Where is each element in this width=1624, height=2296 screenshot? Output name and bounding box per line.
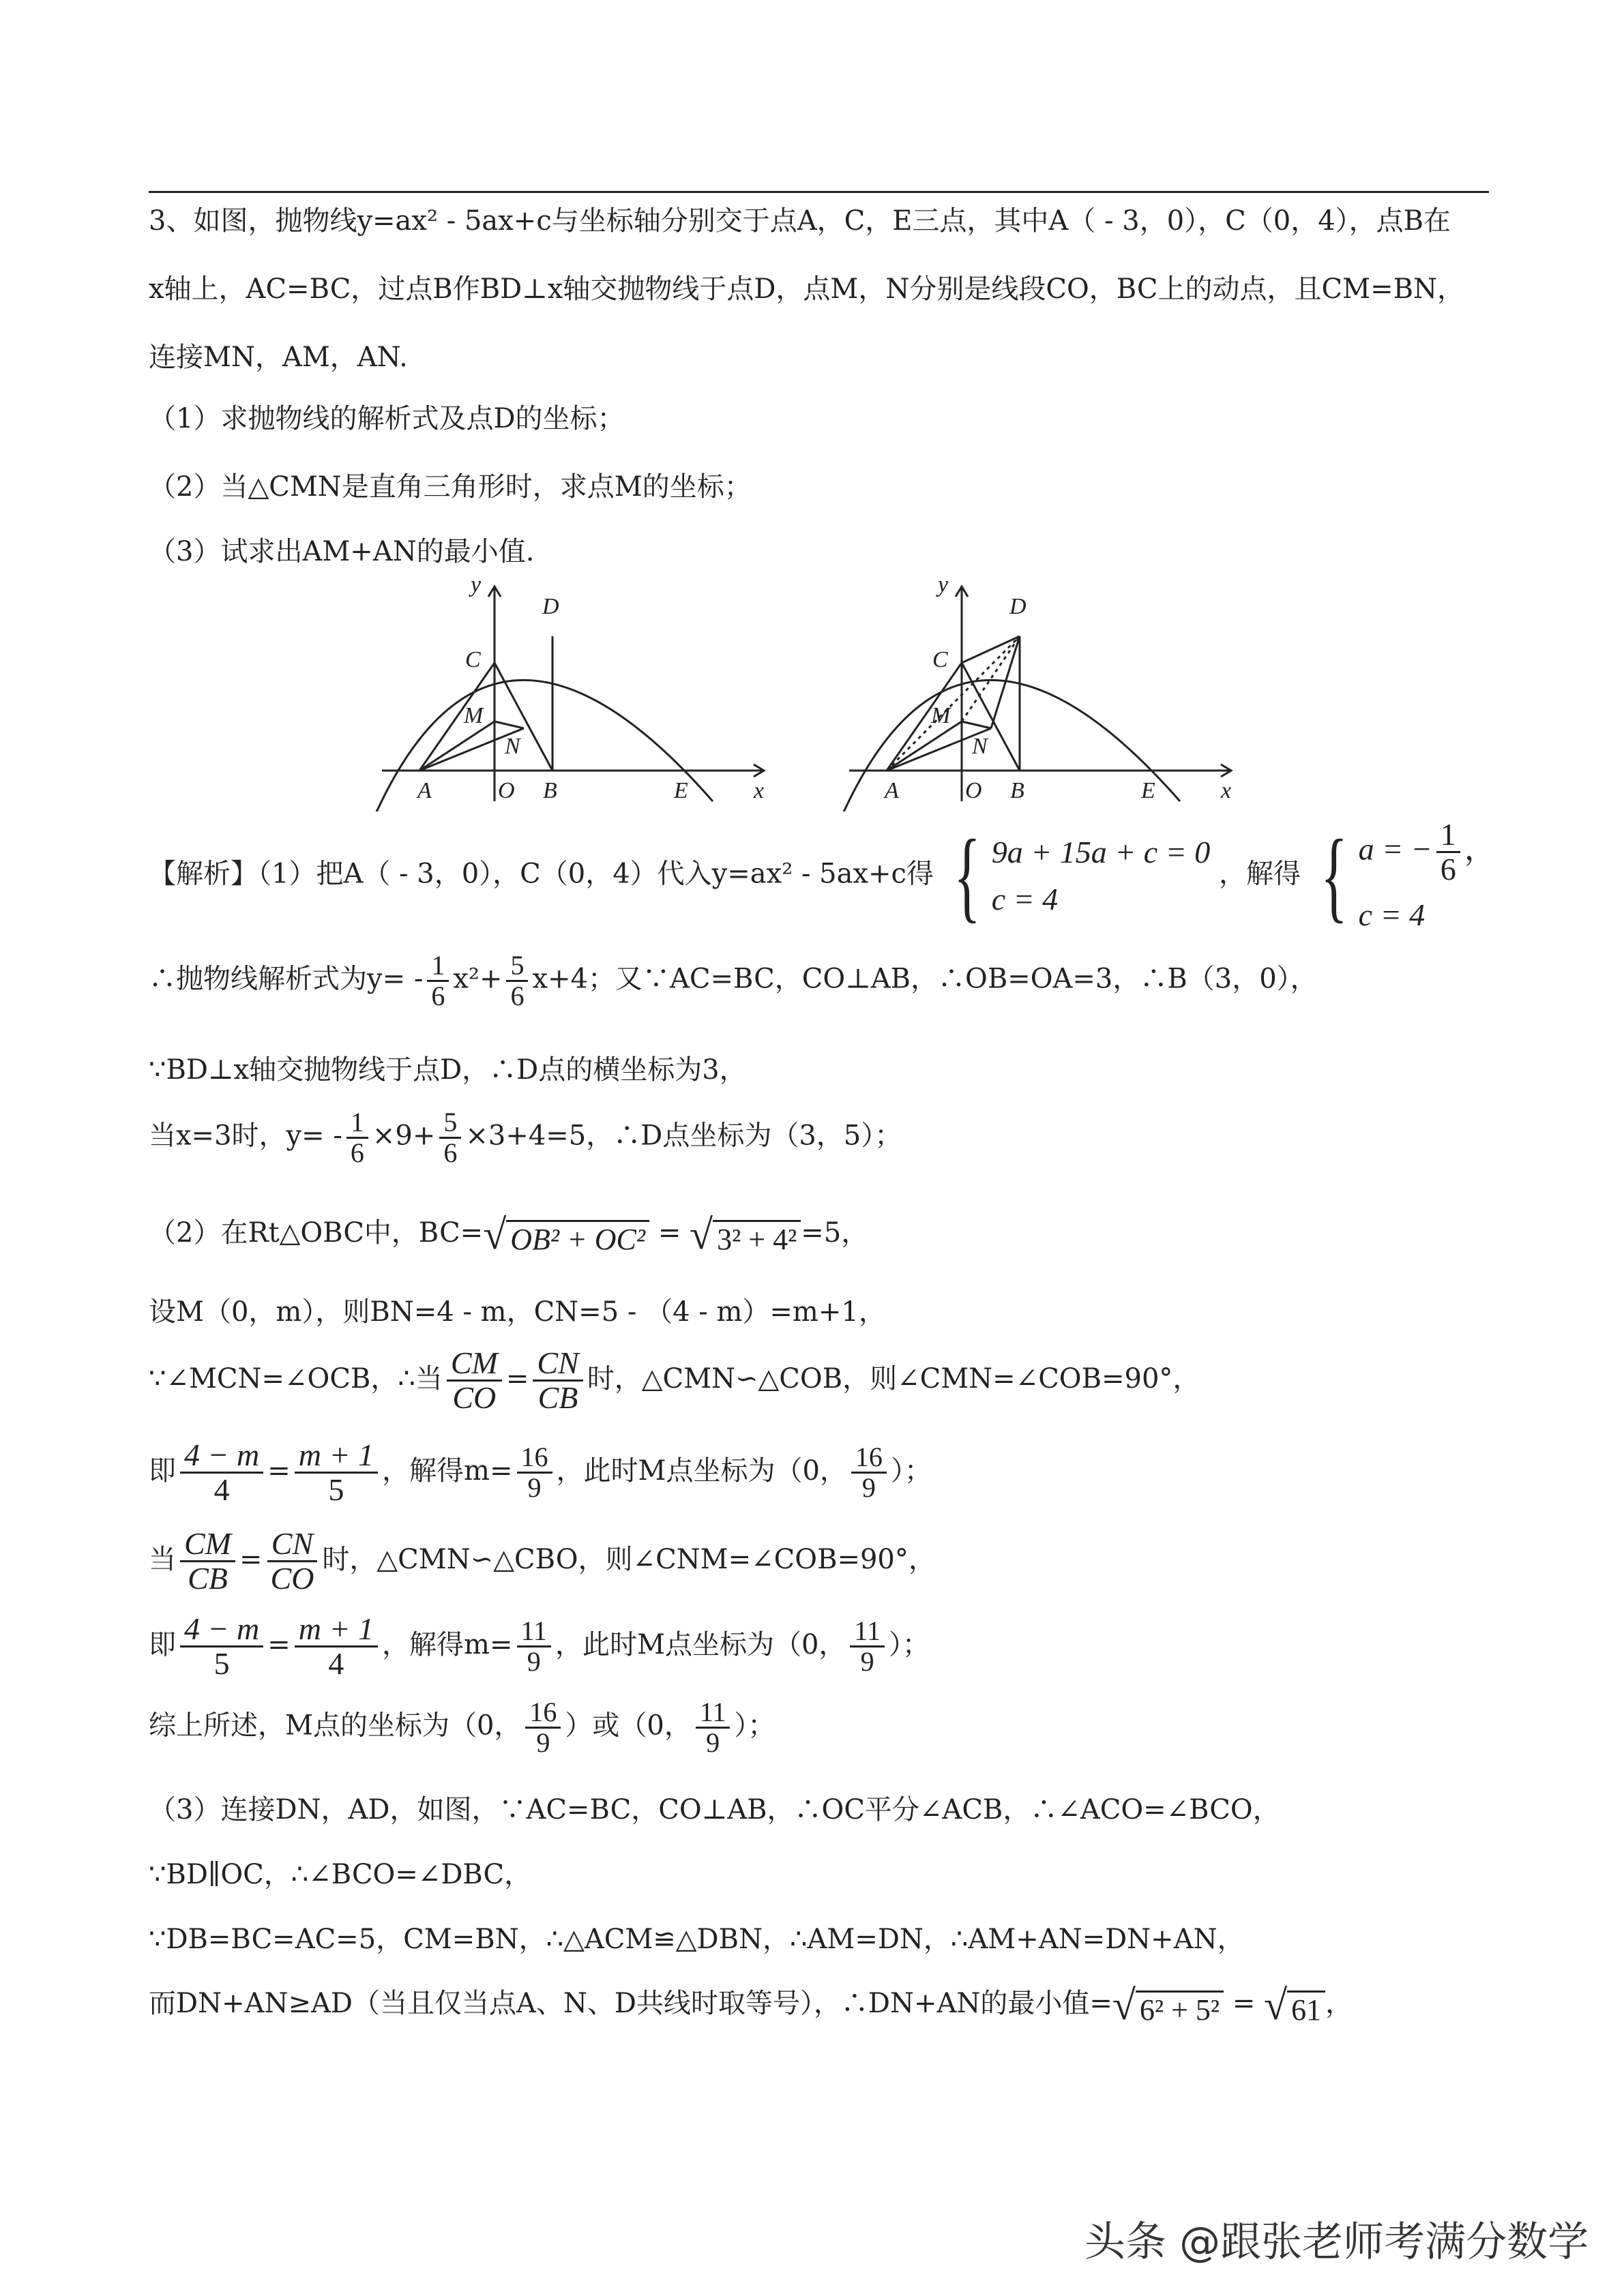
equals: = (505, 1362, 529, 1395)
text: ，此时M点坐标为（0， (556, 1455, 847, 1487)
fraction (696, 1698, 730, 1757)
fraction (427, 951, 449, 1011)
top-rule (149, 191, 1489, 193)
equals: = (267, 1628, 291, 1660)
system-2-row-1-tail: ， (1464, 831, 1496, 867)
fraction-num: 5 (506, 951, 528, 982)
equals: = (239, 1543, 263, 1575)
fraction-num: 1 (1436, 818, 1460, 853)
label-y: y (938, 580, 949, 597)
text: ，此时M点坐标为（0， (555, 1628, 846, 1660)
question-1: （1）求抛物线的解析式及点D的坐标； (149, 403, 625, 434)
fraction-den: 5 (328, 1472, 344, 1508)
fraction (180, 1613, 263, 1681)
solution-line-9 (149, 1527, 936, 1596)
equals: = (658, 1217, 681, 1249)
fraction-num: 4 − m (180, 1613, 263, 1648)
label-c: C (465, 647, 481, 672)
segment-am (887, 721, 962, 771)
fraction-den: 6 (350, 1137, 364, 1168)
text: 即 (149, 1455, 176, 1487)
fraction-num: m + 1 (295, 1613, 378, 1648)
text: ）或（0， (565, 1710, 692, 1742)
system-1-row-2: c = 4 (991, 882, 1059, 917)
figure-left (368, 580, 778, 811)
fraction (447, 1347, 502, 1415)
fraction-den: 6 (431, 981, 445, 1011)
sqrt-body: 61 (1287, 1991, 1325, 2027)
label-d: D (542, 594, 559, 619)
watermark: 头条 @跟张老师考满分数学 (1084, 2218, 1589, 2266)
sqrt: √ OB² + OC² (483, 1214, 649, 1256)
sqrt: √ 61 (1264, 1984, 1325, 2027)
fraction-den: CB (537, 1380, 578, 1416)
text: ∴抛物线解析式为y= - (149, 963, 424, 995)
fraction (346, 1108, 368, 1167)
fraction-den: 9 (706, 1727, 720, 1758)
text: 当x=3时，y= - (149, 1120, 342, 1152)
text: ）； (734, 1710, 776, 1742)
text: ×3+4=5，∴D点坐标为（3，5）； (465, 1120, 902, 1152)
fraction-den: 6 (443, 1137, 458, 1168)
fraction (533, 1347, 582, 1415)
fraction-num: 16 (517, 1443, 552, 1474)
text: =5， (801, 1217, 869, 1249)
segment-mn (962, 721, 991, 728)
segment-mn (494, 721, 524, 728)
sqrt-body: 3² + 4² (713, 1220, 801, 1256)
fraction-num: CN (533, 1347, 582, 1382)
fraction-den: 4 (328, 1646, 344, 1682)
figure-right (836, 580, 1245, 811)
fraction-num: 1 (427, 951, 449, 982)
label-b: B (543, 778, 557, 803)
fraction-den: 6 (510, 981, 525, 1011)
label-y: y (471, 580, 482, 597)
solution-line-11 (149, 1698, 775, 1757)
text: ）； (890, 1455, 932, 1487)
fraction-den: 6 (1440, 852, 1456, 887)
label-n: N (505, 734, 520, 759)
fraction (517, 1443, 552, 1502)
label-a: A (885, 778, 899, 803)
brace-2: { (1320, 819, 1348, 933)
label-e: E (1141, 778, 1155, 803)
text: ，解得m= (382, 1628, 513, 1660)
fraction-den: CO (452, 1380, 497, 1416)
fraction-den: 5 (213, 1646, 230, 1682)
segment-am (419, 721, 494, 771)
solution-line-15 (149, 1984, 1353, 2027)
text: ， (1325, 1988, 1353, 2019)
text: ∵∠MCN=∠OCB，∴当 (149, 1362, 443, 1395)
fraction (1436, 818, 1460, 886)
text: 时，△CMN∽△CBO，则∠CNM=∠COB=90°， (322, 1543, 936, 1575)
label-c: C (932, 647, 948, 672)
solution-line-4 (149, 1108, 902, 1167)
text: ×9+ (372, 1120, 436, 1152)
label-e: E (674, 778, 688, 803)
text: 综上所述，M点的坐标为（0， (149, 1710, 522, 1742)
solution-line-7 (149, 1347, 1200, 1415)
fraction-den: CO (270, 1561, 314, 1596)
text: 而DN+AN≥AD（当且仅当点A、N、D共线时取等号），∴DN+AN的最小值= (149, 1988, 1112, 2019)
solution-1-mid: ，解得 (1218, 858, 1301, 890)
label-m: M (464, 703, 484, 728)
solution-line-2 (149, 951, 1318, 1011)
system-2-row-2: c = 4 (1358, 897, 1426, 932)
fraction-den: 9 (536, 1727, 550, 1758)
fraction-den: 9 (861, 1472, 876, 1504)
fraction-den: 9 (527, 1646, 541, 1678)
solution-line-12: （3）连接DN，AD，如图，∵AC=BC，CO⊥AB，∴OC平分∠ACB，∴∠ACO=∠BCO， (149, 1794, 1280, 1825)
fraction (295, 1439, 378, 1507)
label-d: D (1009, 594, 1027, 619)
system-1-row-1: 9a + 15a + c = 0 (991, 835, 1211, 870)
fraction-num: 11 (850, 1617, 885, 1648)
fraction-num: CM (180, 1527, 235, 1562)
fraction-num: m + 1 (295, 1439, 378, 1474)
fraction-num: 11 (517, 1617, 552, 1648)
system-2-row-1-lhs: a = − (1358, 831, 1432, 867)
brace-1: { (953, 819, 981, 933)
solution-line-13: ∵BD∥OC，∴∠BCO=∠DBC， (149, 1859, 532, 1890)
solution-line-14: ∵DB=BC=AC=5，CM=BN，∴△ACM≌△DBN，∴AM=DN，∴AM+AN=DN+AN， (149, 1924, 1245, 1955)
fraction-num: CM (447, 1347, 502, 1382)
problem-line-3: 连接MN，AM，AN. (149, 342, 408, 373)
text: ，解得m= (382, 1455, 513, 1487)
equals: = (1232, 1988, 1256, 2019)
sqrt: √ 6² + 5² (1112, 1984, 1224, 2027)
problem-line-2: x轴上，AC=BC，过点B作BD⊥x轴交抛物线于点D，点M，N分别是线段CO，BC上的动点，且CM=BN， (149, 273, 1464, 305)
text: （2）在Rt△OBC中，BC= (149, 1217, 484, 1249)
fraction (850, 1617, 885, 1676)
solution-1-prefix: 【解析】（1）把A（ - 3，0），C（0，4）代入y=ax² - 5ax+c得 (149, 858, 934, 890)
label-n: N (972, 734, 988, 759)
solution-line-6: 设M（0，m），则BN=4 - m，CN=5 - （4 - m）=m+1， (149, 1296, 886, 1328)
sqrt-body: 6² + 5² (1136, 1991, 1224, 2027)
solution-line-3: ∵BD⊥x轴交抛物线于点D，∴D点的横坐标为3， (149, 1054, 747, 1086)
text: 即 (149, 1628, 176, 1660)
fraction-num: CN (267, 1527, 317, 1562)
fraction-num: 16 (525, 1698, 561, 1729)
fraction (506, 951, 528, 1011)
label-o: O (498, 778, 515, 803)
label-x: x (1221, 778, 1232, 803)
fraction (180, 1439, 263, 1507)
fraction-den: CB (188, 1561, 228, 1596)
problem-line-1: 3、如图，抛物线y=ax² - 5ax+c与坐标轴分别交于点A，C，E三点，其中A（ - 3，0），C（0，4），点B在 (149, 205, 1451, 237)
text: ）； (888, 1628, 930, 1660)
segment-cb (494, 663, 552, 771)
text: 时，△CMN∽△COB，则∠CMN=∠COB=90°， (587, 1362, 1200, 1395)
fraction-num: 1 (346, 1108, 368, 1139)
system-1 (943, 819, 1211, 933)
text: x²+ (453, 963, 503, 995)
fraction-num: 16 (851, 1443, 887, 1474)
fraction (851, 1443, 887, 1502)
fraction (525, 1698, 561, 1757)
fraction (439, 1108, 461, 1167)
solution-line-5 (149, 1214, 868, 1256)
equals: = (267, 1455, 291, 1487)
system-2 (1310, 818, 1496, 934)
system-2-row-1 (1359, 818, 1496, 886)
label-m: M (931, 703, 951, 728)
fraction-num: 5 (439, 1108, 461, 1139)
fraction (180, 1527, 235, 1596)
segment-cb (962, 663, 1020, 771)
sqrt: √ 3² + 4² (690, 1214, 801, 1256)
segment-cd (962, 636, 1020, 663)
label-a: A (417, 778, 432, 803)
fraction-num: 4 − m (180, 1439, 263, 1474)
question-3: （3）试求出AM+AN的最小值. (149, 536, 535, 567)
fraction-num: 11 (696, 1698, 730, 1729)
label-b: B (1010, 778, 1024, 803)
fraction (517, 1617, 552, 1676)
text: 当 (149, 1543, 176, 1575)
sqrt-body: OB² + OC² (506, 1220, 649, 1256)
fraction (295, 1613, 378, 1681)
solution-line-10 (149, 1613, 930, 1681)
solution-line-8 (149, 1439, 932, 1507)
fraction-den: 9 (860, 1646, 874, 1678)
fraction (267, 1527, 319, 1596)
label-x: x (754, 778, 765, 803)
question-2: （2）当△CMN是直角三角形时，求点M的坐标； (149, 471, 752, 503)
solution-line-1 (149, 818, 1496, 934)
label-o: O (965, 778, 982, 803)
fraction-den: 9 (527, 1472, 542, 1504)
text: x+4；又∵AC=BC，CO⊥AB，∴OB=OA=3，∴B（3，0）， (532, 963, 1318, 995)
fraction-den: 4 (213, 1472, 230, 1508)
